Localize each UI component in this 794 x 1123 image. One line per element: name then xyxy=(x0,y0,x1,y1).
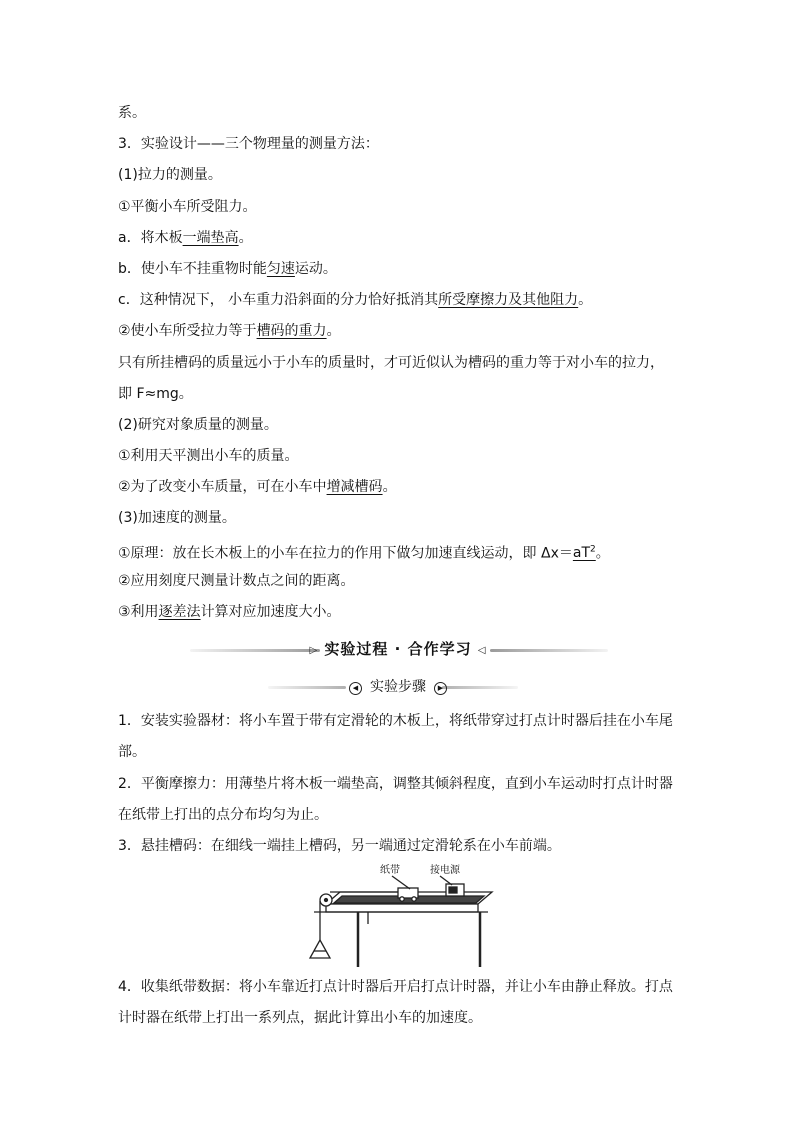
hanging-weight xyxy=(310,940,330,958)
text-line xyxy=(118,472,678,503)
section-title xyxy=(118,638,678,659)
text-span: ②为了改变小车质量，可在小车中 xyxy=(118,479,327,496)
answer-underline xyxy=(573,545,596,561)
text-span: 。 xyxy=(595,545,610,562)
circle-left-arrow-icon: ◀ xyxy=(349,682,362,695)
document-page xyxy=(118,98,678,1035)
step-4: 4．收集纸带数据：将小车靠近打点计时器后开启打点计时器，并让小车由静止释放。打点计时器在纸带上打出一系列点，据此计算出小车的加速度。 xyxy=(118,979,673,1027)
text-line: 3．实验设计——三个物理量的测量方法： xyxy=(118,136,379,153)
text-span: aT xyxy=(572,545,591,562)
text-line xyxy=(118,223,678,254)
text-span: a．将木板 xyxy=(118,229,183,246)
subsection-title-text: 实验步骤 xyxy=(370,679,426,696)
text-span: 运动。 xyxy=(294,260,337,277)
text-span: b．使小车不挂重物时能 xyxy=(118,260,267,277)
apparatus-diagram xyxy=(118,862,678,972)
answer-underline: 逐差法 xyxy=(158,604,201,620)
subsection-banner xyxy=(118,670,678,706)
text-line xyxy=(118,254,678,285)
step-3: 3．悬挂槽码：在细线一端挂上槽码，另一端通过定滑轮系在小车前端。 xyxy=(118,838,561,854)
answer-underline: 匀速 xyxy=(266,260,295,277)
text-line xyxy=(118,597,678,628)
text-span: c．这种情况下， 小车重力沿斜面的分力恰好抵消其 xyxy=(118,292,439,309)
superscript: 2 xyxy=(590,544,596,555)
text-span: 。 xyxy=(382,479,397,496)
section-title-text: 实验过程 · 合作学习 xyxy=(324,640,472,659)
text-span: 。 xyxy=(238,229,253,246)
text-line xyxy=(118,535,678,566)
subsection-title xyxy=(118,676,678,696)
text-line: ①平衡小车所受阻力。 xyxy=(118,198,257,215)
text-line: 系。 xyxy=(118,105,146,121)
section-banner xyxy=(118,630,678,670)
label-tape: 纸带 xyxy=(380,865,400,877)
text-line: 即 F≈mg。 xyxy=(118,385,193,402)
triangle-left-icon: ◁ xyxy=(477,645,487,657)
text-span: 计算对应加速度大小。 xyxy=(200,604,341,620)
text-span: 。 xyxy=(326,323,341,340)
answer-underline: 一端垫高 xyxy=(182,229,239,246)
apparatus-figure xyxy=(118,862,678,972)
label-power: 接电源 xyxy=(430,865,460,877)
text-line: (3)加速度的测量。 xyxy=(118,510,236,527)
text-line: (2)研究对象质量的测量。 xyxy=(118,416,278,433)
text-line xyxy=(118,316,678,347)
text-line: (1)拉力的测量。 xyxy=(118,167,222,184)
text-span: ②使小车所受拉力等于 xyxy=(118,323,257,340)
text-line: ①利用天平测出小车的质量。 xyxy=(118,448,299,465)
text-line: 只有所挂槽码的质量远小于小车的质量时，才可近似认为槽码的重力等于对小车的拉力， xyxy=(118,354,664,371)
answer-underline: 所受摩擦力及其他阻力 xyxy=(438,292,579,309)
text-span: 。 xyxy=(578,292,593,309)
text-span: ③利用 xyxy=(118,604,159,620)
circle-right-arrow-icon: ▶ xyxy=(434,682,447,695)
text-line: ②应用刻度尺测量计数点之间的距离。 xyxy=(118,572,355,589)
board-front xyxy=(326,904,478,912)
answer-underline: 增减槽码 xyxy=(326,479,383,496)
triangle-right-icon: ▷ xyxy=(309,645,319,657)
step-2: 2．平衡摩擦力：用薄垫片将木板一端垫高，调整其倾斜程度，直到小车运动时打点计时器在纸带上打出的点分布均匀为止。 xyxy=(118,775,673,823)
text-line xyxy=(118,285,678,316)
step-1: 1．安装实验器材：将小车置于带有定滑轮的木板上，将纸带穿过打点计时器后挂在小车尾部。 xyxy=(118,713,673,761)
text-span: ①原理：放在长木板上的小车在拉力的作用下做匀加速直线运动，即 Δx＝ xyxy=(118,545,573,562)
answer-underline: 槽码的重力 xyxy=(256,323,327,340)
